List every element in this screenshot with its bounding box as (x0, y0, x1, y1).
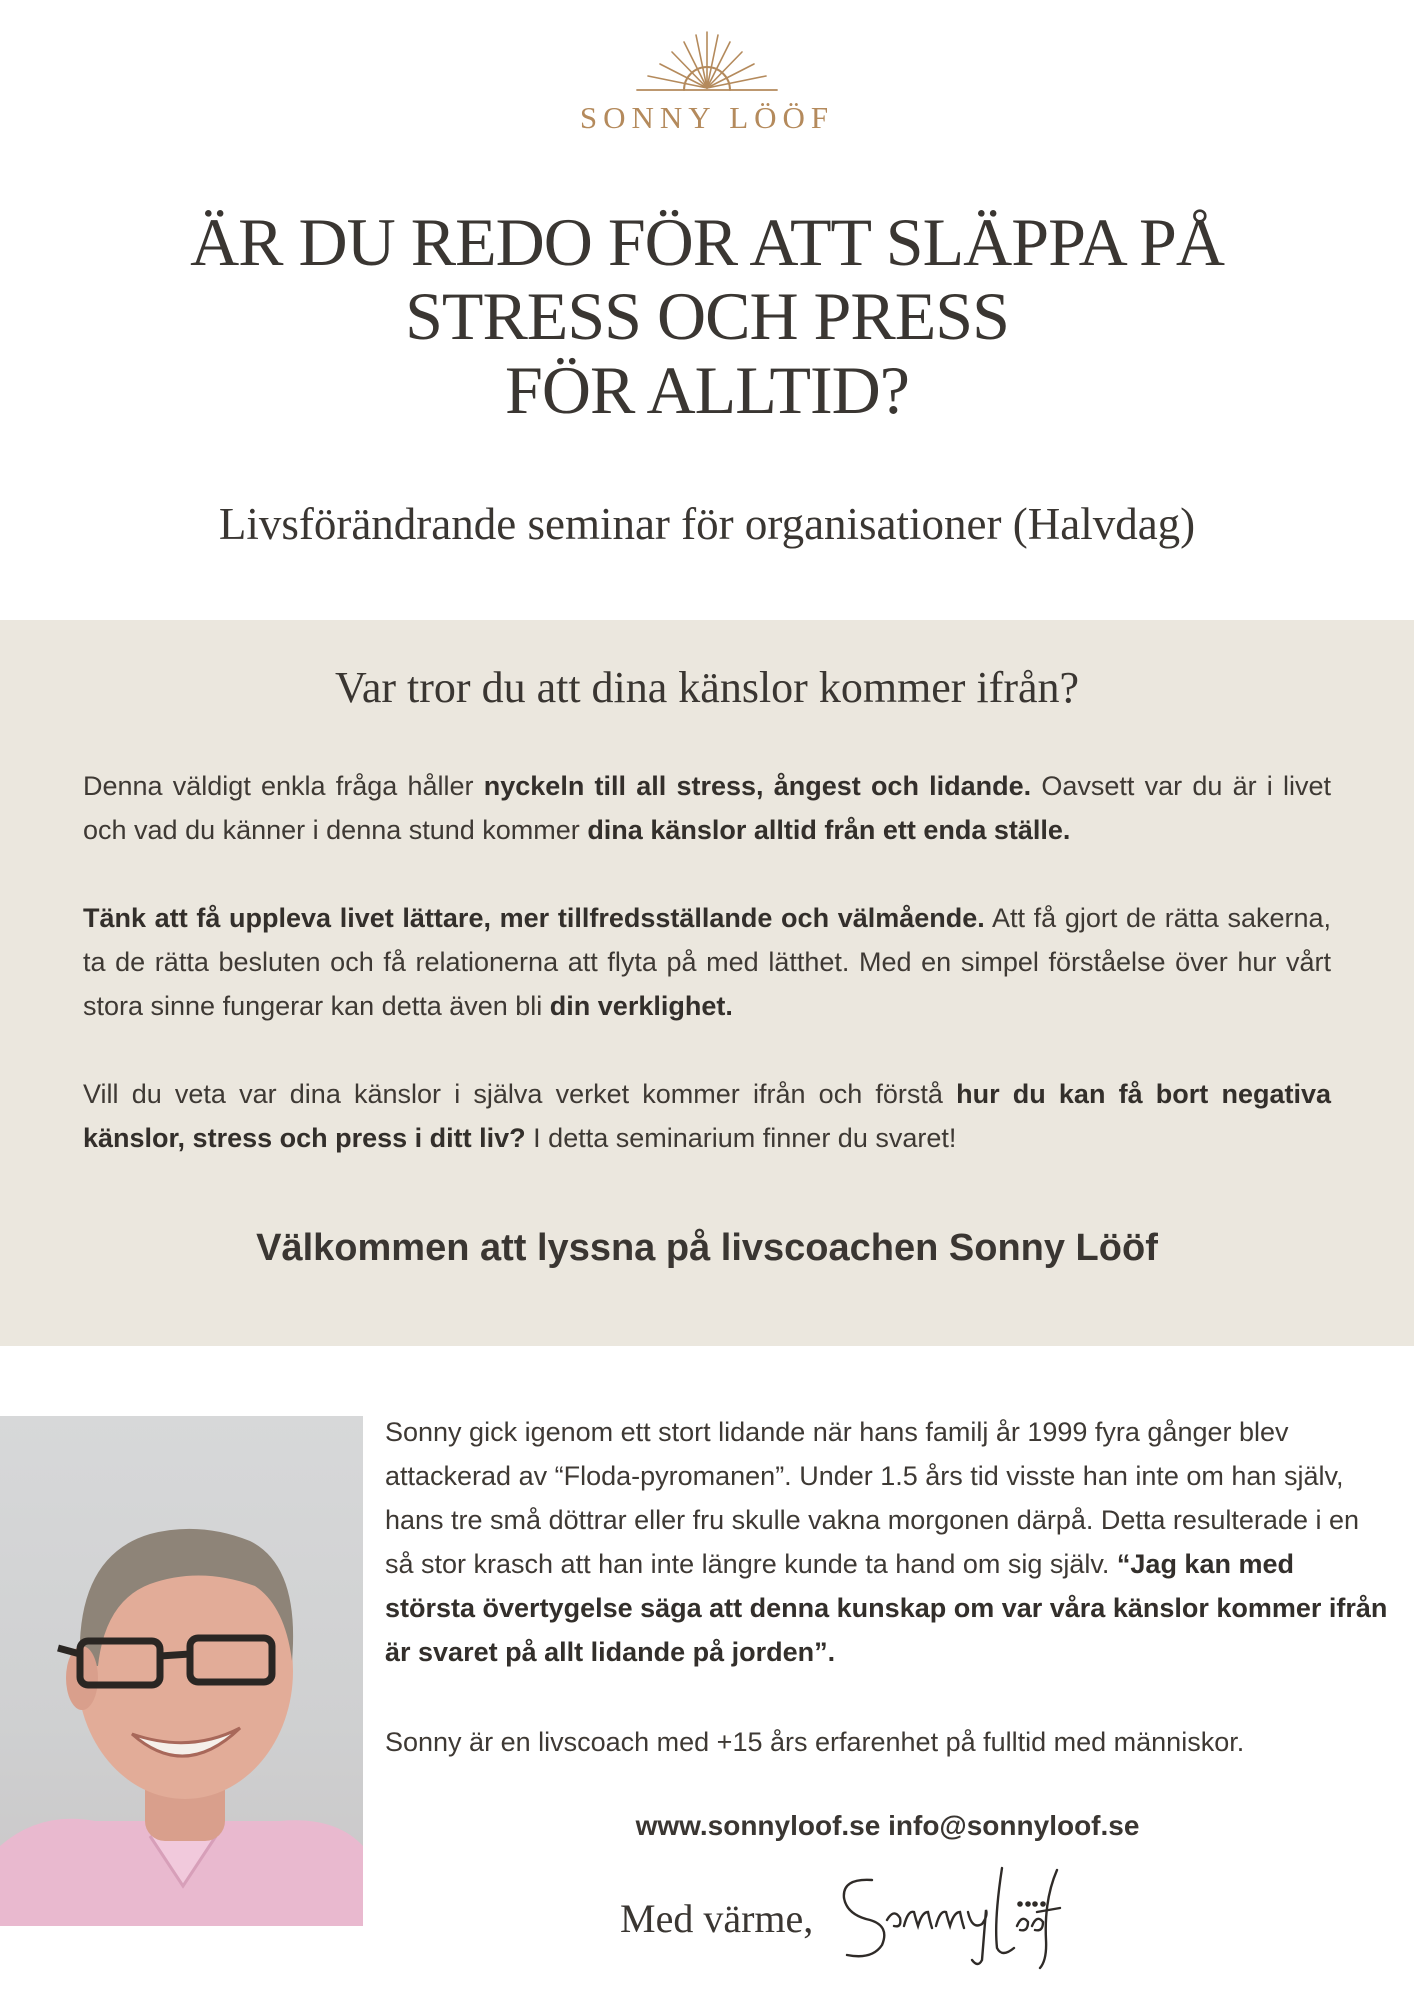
bold-text-run: din verklighet. (549, 991, 733, 1021)
portrait-illustration (0, 1416, 363, 1926)
intro-question-heading: Var tror du att dina känslor kommer ifrån? (334, 663, 1080, 712)
text-run: I detta seminarium finner du svaret! (525, 1123, 957, 1153)
bio-paragraph-1 (385, 1410, 1390, 1674)
website-link[interactable]: www.sonnyloof.se (635, 1810, 881, 1841)
text-run: Oavsett var du är i livet och vad du känner i denna stund kommer (83, 771, 1331, 845)
bold-text-run: dina känslor alltid från ett enda ställe. (587, 815, 1071, 845)
intro-paragraph-1 (83, 764, 1331, 852)
brand-name: SONNY LÖÖF (579, 100, 835, 135)
bold-text-run: Tänk att få uppleva livet lättare, mer tillfredsställande och välmående. (83, 903, 985, 933)
text-run: Sonny gick igenom ett stort lidande när hans familj år 1999 fyra gånger blev attackerad av “Floda-pyromanen”. Under 1.5 års tid visste han inte om han själv, hans tre små döttrar eller fru skulle vakna morgonen därpå. Detta resulterade i en så stor krasch att han inte längre kunde ta hand om sig själv. (385, 1417, 1360, 1579)
page-subtitle: Livsförändrande seminar för organisationer (Halvdag) (218, 499, 1196, 549)
text-run: Denna väldigt enkla fråga håller (83, 771, 484, 801)
bio-paragraph-2: Sonny är en livscoach med +15 års erfarenhet på fulltid med människor. (385, 1727, 1245, 1757)
signoff-text: Med värme, (620, 1896, 814, 1941)
page-headline (0, 205, 1414, 427)
signature-mark (832, 1860, 1062, 1970)
brand-logo (0, 30, 1414, 136)
bold-text-run: nyckeln till all stress, ångest och lidande. (483, 771, 1032, 801)
headline-line-2: STRESS OCH PRESS (405, 278, 1009, 354)
intro-paragraph-2 (83, 896, 1331, 1028)
intro-paragraph-3 (83, 1072, 1331, 1160)
portrait-photo (0, 1416, 363, 1926)
bold-text-run: hur du kan få bort negativa känslor, stress och press i ditt liv? (83, 1079, 1332, 1153)
bold-quote: “Jag kan med största övertygelse säga att denna kunskap om var våra känslor kommer ifrån är svaret på allt lidande på jorden”. (385, 1549, 1388, 1667)
text-run: Att få gjort de rätta sakerna, ta de rätta besluten och få relationerna att flyta på med lätthet. Med en simpel förståelse över hur vårt stora sinne fungerar kan detta även bli (83, 903, 1332, 1021)
sun-rays-icon (632, 30, 782, 92)
headline-line-3: FÖR ALLTID? (505, 352, 909, 428)
welcome-heading: Välkommen att lyssna på livscoachen Sonny Lööf (256, 1227, 1158, 1269)
contact-line (385, 1810, 1390, 1842)
email-link[interactable]: info@sonnyloof.se (888, 1810, 1140, 1841)
text-run: Vill du veta var dina känslor i själva verket kommer ifrån och förstå (83, 1079, 957, 1109)
headline-line-1: ÄR DU REDO FÖR ATT SLÄPPA PÅ (190, 204, 1224, 280)
